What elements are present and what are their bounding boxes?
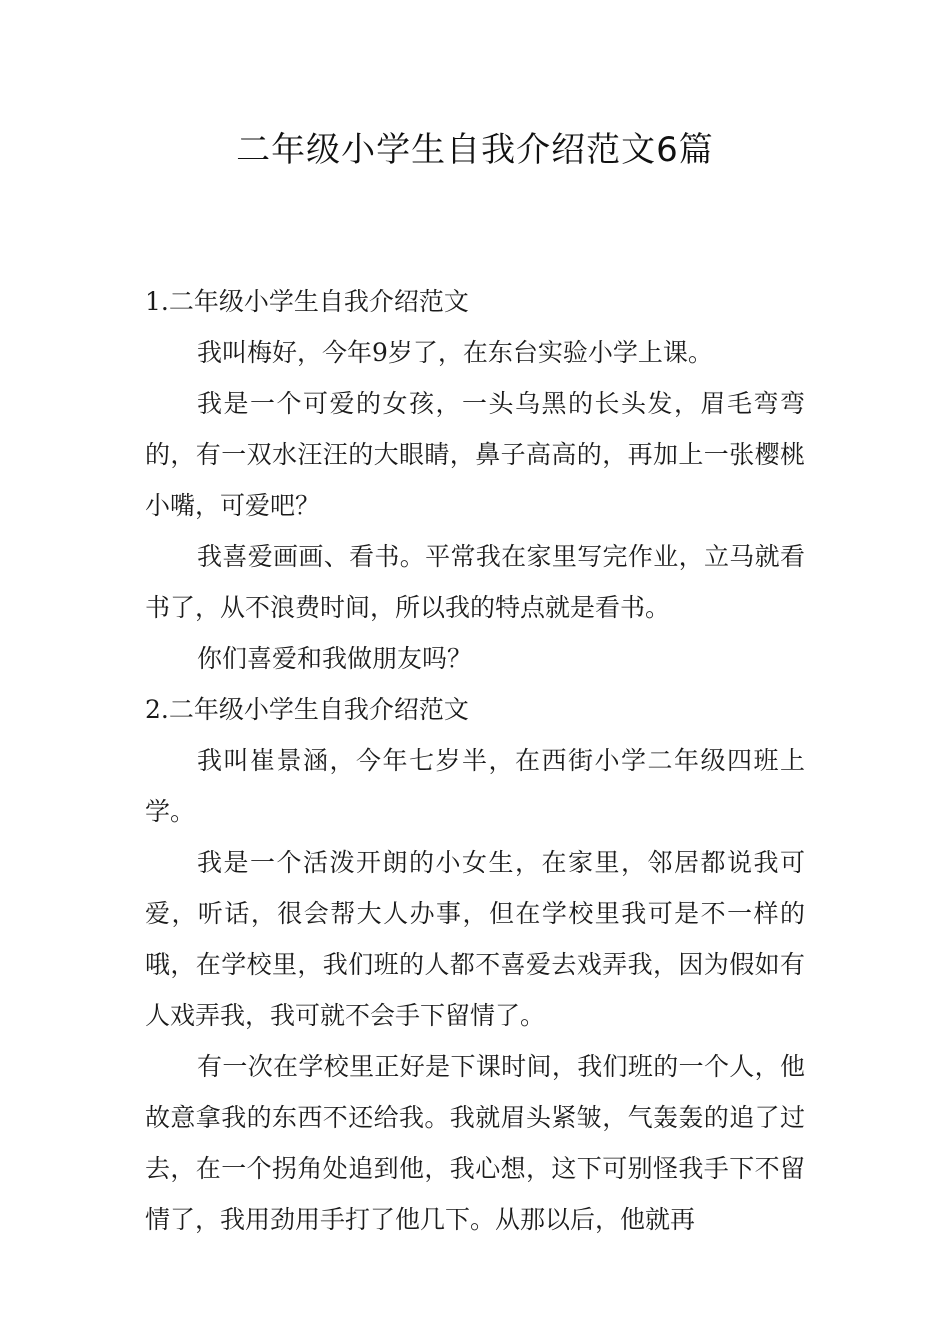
paragraph: 我叫崔景涵，今年七岁半，在西街小学二年级四班上学。 — [145, 746, 805, 826]
section-1 — [145, 276, 805, 684]
paragraph: 有一次在学校里正好是下课时间，我们班的一个人，他故意拿我的东西不还给我。我就眉头紧皱，气轰轰的追了过去，在一个拐角处追到他，我心想，这下可别怪我手下不留情了，我用劲用手打了他几下。从那以后，他就再 — [145, 1052, 805, 1234]
section-heading: 1.二年级小学生自我介绍范文 — [145, 287, 469, 316]
paragraph: 我是一个活泼开朗的小女生，在家里，邻居都说我可爱，听话，很会帮大人办事，但在学校里我可是不一样的哦，在学校里，我们班的人都不喜爱去戏弄我，因为假如有人戏弄我，我可就不会手下留情了。 — [145, 848, 805, 1030]
document-body — [145, 276, 805, 1245]
section-2 — [145, 684, 805, 1245]
paragraph: 我叫梅好，今年9岁了，在东台实验小学上课。 — [197, 338, 713, 367]
section-heading: 2.二年级小学生自我介绍范文 — [145, 695, 469, 724]
document-title: 二年级小学生自我介绍范文6篇 — [236, 130, 714, 170]
paragraph: 我喜爱画画、看书。平常我在家里写完作业，立马就看书了，从不浪费时间，所以我的特点就是看书。 — [145, 542, 805, 622]
paragraph: 你们喜爱和我做朋友吗？ — [197, 644, 473, 673]
paragraph: 我是一个可爱的女孩，一头乌黑的长头发，眉毛弯弯的，有一双水汪汪的大眼睛，鼻子高高的，再加上一张樱桃小嘴，可爱吧？ — [145, 389, 805, 520]
